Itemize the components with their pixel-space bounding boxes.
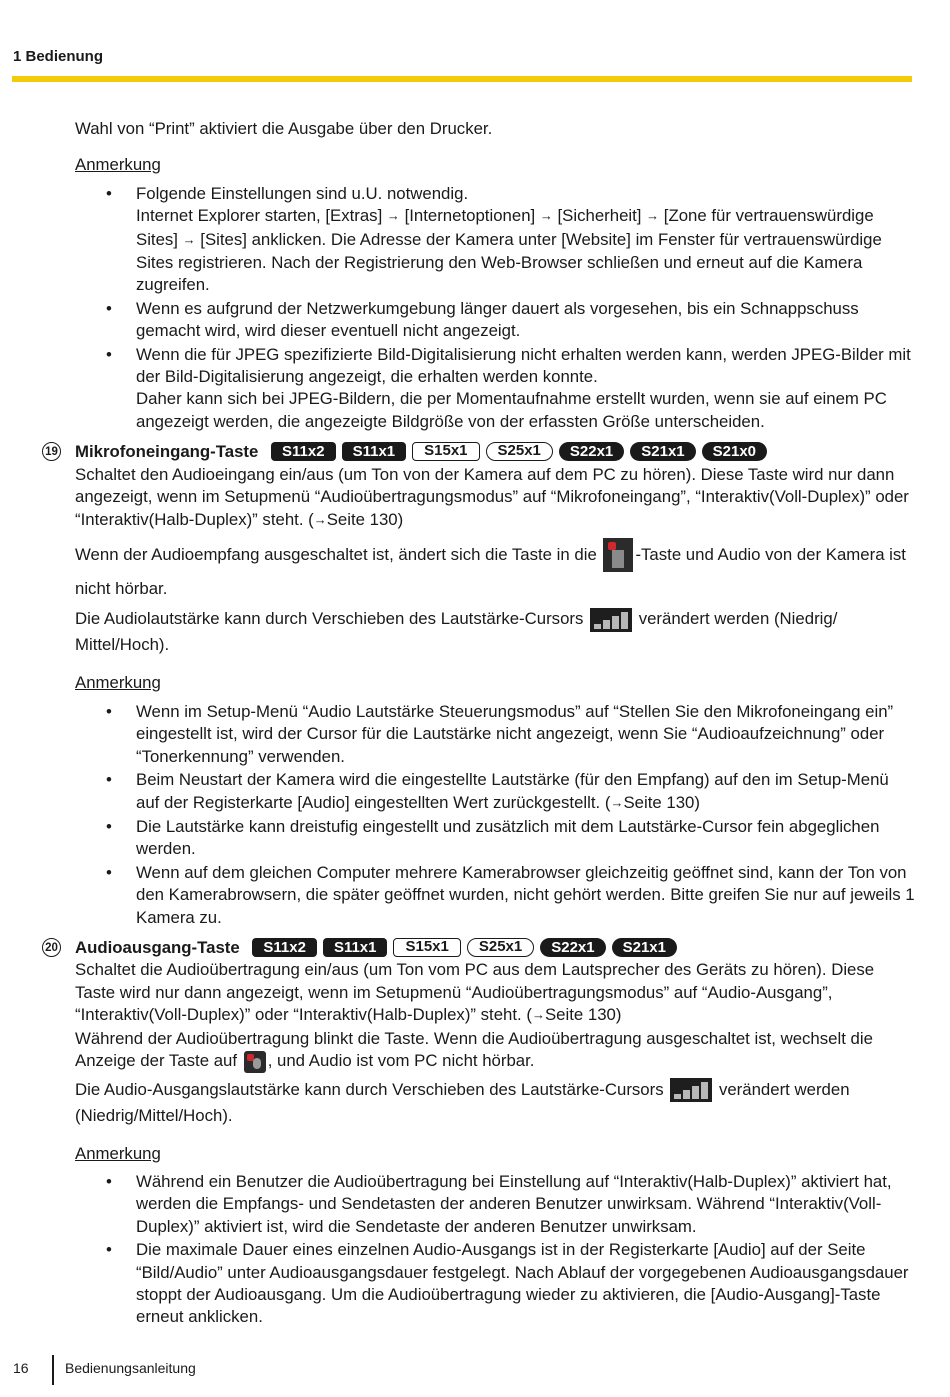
model-badge: S11x1 (323, 938, 388, 957)
page-ref: Seite 130) (326, 509, 404, 529)
model-badge: S25x1 (486, 442, 553, 461)
model-badge: S15x1 (412, 442, 479, 461)
model-badge: S25x1 (467, 938, 534, 957)
note-text: Daher kann sich bei JPEG-Bildern, die per Momentaufnahme erstellt wurden, wenn sie auf einem PC angezeigt werden, die angezeigte Bildgröße von der erfassten Größe unterscheiden. (136, 389, 887, 431)
microphone-muted-icon (244, 1051, 266, 1073)
arrow-icon: → (531, 1007, 545, 1023)
note-heading: Anmerkung (75, 1143, 161, 1163)
arrow-icon: → (610, 794, 624, 810)
note-text: Wenn die für JPEG spezifizierte Bild-Digitalisierung nicht erhalten werden kann, werden JPEG-Bilder mit der Bild-Digitalisierung angezeigt, die erhalten werden konnte. (136, 344, 911, 387)
list-item: • Wenn es aufgrund der Netzwerkumgebung länger dauert als vorgesehen, bis ein Schnappschuss gemacht wird, wird dieser eventuell nicht angezeigt. (75, 298, 915, 343)
model-badge: S15x1 (393, 938, 460, 957)
item-number: 20 (42, 938, 61, 957)
desc-text: Wenn der Audioempfang ausgeschaltet ist, ändert sich die Taste in die (75, 544, 602, 564)
desc-text: Schaltet die Audioübertragung ein/aus (um Ton vom PC aus dem Lautsprecher des Geräts zu hören). Diese Taste wird nur dann angezeigt, wenn im Setupmenü “Audioübertragungsmodus” auf “Audio-Ausgang”, “Interaktiv(Voll-Duplex)” oder “Interaktiv(Halb-Duplex)” steht. ( (75, 960, 875, 1025)
desc-text: Während der Audioübertragung blinkt die Taste. Wenn die Audioübertragung ausgeschaltet ist, wechselt die Anzeige der Taste auf (75, 1028, 873, 1070)
intro-text: Wahl von “Print” aktiviert die Ausgabe über den Drucker. (75, 119, 493, 138)
volume-slider-icon (670, 1078, 712, 1102)
model-badges (252, 938, 677, 957)
list-item (75, 344, 915, 434)
item-19-header (45, 441, 915, 463)
header-rule (12, 76, 912, 82)
item-description (75, 959, 915, 1072)
model-badges (271, 442, 767, 461)
arrow-icon: → (646, 208, 660, 224)
model-badge: S21x1 (630, 442, 695, 461)
arrow-icon: → (539, 208, 553, 224)
item-title: Mikrofoneingang-Taste (75, 442, 259, 462)
list-item: • Die Lautstärke kann dreistufig eingestellt und zusätzlich mit dem Lautstärke-Cursor fein abgeglichen werden. (75, 816, 915, 861)
page-number: 16 (13, 1360, 29, 1376)
list-item: • Während ein Benutzer die Audioübertragung bei Einstellung auf “Interaktiv(Halb-Duplex)” aktiviert hat, werden die Empfangs- und Sendetasten der anderen Benutzer unwirksam. Während “Interaktiv(Voll-Duplex)” aktiviert ist, wird die Sendetaste der anderen Benutzer unwirksam. (75, 1171, 915, 1238)
desc-text: Schaltet den Audioeingang ein/aus (um Ton von der Kamera auf dem PC zu hören). Diese Taste wird nur dann angezeigt, wenn im Setupmenü “Audioübertragungsmodus” auf “Mikrofoneingang”, “Interaktiv(Voll-Duplex)” oder “Interaktiv(Halb-Duplex)” steht. ( (75, 464, 909, 529)
item-description (75, 1077, 915, 1129)
note-heading: Anmerkung (75, 673, 161, 693)
desc-text: Die Audiolautstärke kann durch Verschieben des Lautstärke-Cursors (75, 609, 589, 629)
note-text: [Sicherheit] (552, 206, 647, 226)
list-item (75, 769, 915, 815)
item-description (75, 538, 915, 607)
note-list (75, 183, 915, 433)
page-content (45, 118, 915, 1330)
note-text: [Zone für vertrauenswürdige Sites] (136, 206, 874, 249)
list-item: • Wenn im Setup-Menü “Audio Lautstärke Steuerungsmodus” auf “Stellen Sie den Mikrofoneingang ein” eingestellt ist, wird der Cursor für die Lautstärke nicht angezeigt, wenn Sie “Audioaufzeichnung” oder “Tonerkennung” verwenden. (75, 701, 915, 768)
arrow-icon: → (182, 231, 196, 247)
section-header: 1 Bedienung (13, 48, 104, 65)
list-item: • Die maximale Dauer eines einzelnen Audio-Ausgangs ist in der Registerkarte [Audio] auf der Seite “Bild/Audio” unter Audioausgangsdauer festgelegt. Nach Ablauf der vorgegebenen Audioausgangsdauer stoppt der Audioausgang. Um die Audioübertragung wieder zu aktivieren, die [Audio-Ausgang]-Taste erneut anklicken. (75, 1239, 915, 1329)
page-ref: Seite 130) (544, 1005, 622, 1025)
footer-title: Bedienungsanleitung (65, 1360, 196, 1376)
speaker-muted-icon (603, 538, 633, 572)
model-badge: S22x1 (540, 938, 605, 957)
item-description (75, 606, 915, 658)
desc-text: verändert werden (Niedrig/Mittel/Hoch). (75, 1079, 850, 1125)
model-badge: S11x2 (252, 938, 317, 957)
arrow-icon: → (386, 208, 400, 224)
note-list (75, 1171, 915, 1329)
note-text: Beim Neustart der Kamera wird die eingestellte Lautstärke (für den Empfang) auf den im Setup-Menü auf der Registerkarte [Audio] eingestellten Wert zurückgestellt. ( (136, 770, 889, 812)
note-heading: Anmerkung (75, 155, 161, 175)
list-item: • Wenn auf dem gleichen Computer mehrere Kamerabrowser gleichzeitig geöffnet sind, kann der Ton von den Kamerabrowsern, die später geöffnet wurden, nicht gehört werden. Bitte greifen Sie nur auf jeweils 1 Kamera zu. (75, 862, 915, 929)
model-badge: S21x0 (702, 442, 767, 461)
desc-text: -Taste und Audio von der Kamera ist nicht hörbar. (75, 544, 906, 599)
item-title: Audioausgang-Taste (75, 937, 240, 957)
model-badge: S11x2 (271, 442, 336, 461)
page-ref: Seite 130) (623, 792, 700, 812)
item-number: 19 (42, 442, 61, 461)
footer-divider (52, 1355, 54, 1385)
note-list (75, 701, 915, 929)
note-text: [Sites] anklicken. Die Adresse der Kamera unter [Website] im Fenster für vertrauenswürdige Sites registrieren. Nach der Registrierung den Web-Browser schließen und erneut auf die Kamera zugreifen. (136, 229, 882, 295)
note-text: Folgende Einstellungen sind u.U. notwendig. (136, 183, 469, 203)
note-text: [Internetoptionen] (399, 206, 540, 226)
list-item (75, 183, 915, 297)
model-badge: S11x1 (342, 442, 407, 461)
item-description (75, 464, 915, 532)
item-20-header (45, 937, 915, 959)
desc-text: Die Audio-Ausgangslautstärke kann durch Verschieben des Lautstärke-Cursors (75, 1079, 669, 1099)
arrow-icon: → (313, 511, 327, 527)
desc-text: verändert werden (Niedrig/ Mittel/Hoch). (75, 609, 838, 655)
model-badge: S21x1 (612, 938, 677, 957)
volume-slider-icon (590, 608, 632, 632)
note-text: Internet Explorer starten, [Extras] (136, 206, 387, 226)
model-badge: S22x1 (559, 442, 624, 461)
desc-text: , und Audio ist vom PC nicht hörbar. (267, 1050, 535, 1070)
